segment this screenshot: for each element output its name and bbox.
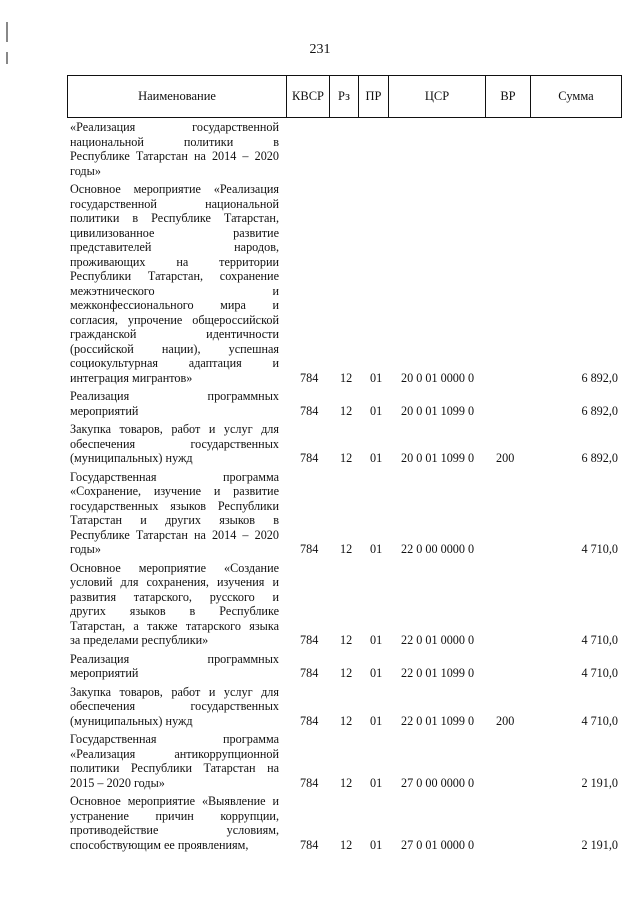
- row-name-line: обеспечения государственных: [70, 699, 279, 713]
- pr-cell: 01: [370, 542, 383, 556]
- row-name-line: государственной национальной: [70, 196, 279, 211]
- row-name: [70, 685, 279, 729]
- row-name-line: (российской нации), успешная: [70, 341, 279, 356]
- sum-cell: 4 710,0: [581, 542, 618, 556]
- row-name-line: Реализация программных: [70, 389, 279, 403]
- row-name-line: государственных языков Республики: [70, 498, 279, 513]
- csr-cell: 20 0 01 0000 0: [401, 370, 475, 385]
- rz-cell: 12: [340, 633, 353, 647]
- row-name-line: Республике Татарстан на 2014 – 2020: [70, 527, 279, 542]
- table-row: [0, 470, 640, 557]
- csr-cell: 27 0 01 0000 0: [401, 837, 475, 852]
- row-name-line: Республики Татарстан, сохранение: [70, 269, 279, 283]
- row-name-line: «Реализация государственной: [70, 120, 279, 134]
- page-number: 231: [309, 42, 331, 57]
- kvsr-cell: 784: [300, 451, 319, 465]
- pr-cell: 01: [370, 666, 383, 680]
- sum-cell: 4 710,0: [581, 713, 618, 728]
- row-name-line: проживающих на территории: [70, 254, 279, 269]
- rz-cell: 12: [340, 666, 353, 680]
- row-name: [70, 561, 279, 648]
- row-name-line: (муниципальных) нужд: [70, 451, 193, 465]
- table-row: [0, 794, 640, 852]
- row-name-line: согласия, упрочение общероссийской: [70, 312, 279, 327]
- row-name: [70, 422, 279, 466]
- row-name-line: обеспечения государственных: [70, 436, 279, 451]
- binder-mark: [6, 22, 8, 42]
- row-name-line: межконфессионального мира и: [70, 298, 279, 312]
- pr-cell: 01: [370, 403, 383, 418]
- row-name-line: социокультурная адаптация и: [70, 356, 279, 370]
- row-name-line: цивилизованное развитие: [70, 225, 279, 240]
- row-name-line: представителей народов,: [70, 240, 279, 254]
- sum-cell: 4 710,0: [581, 633, 618, 647]
- sum-cell: 6 892,0: [581, 451, 618, 465]
- rz-cell: 12: [340, 370, 353, 385]
- header-rz: Рз: [330, 76, 359, 117]
- row-name-line: противодействие условиям,: [70, 823, 279, 837]
- sum-cell: 2 191,0: [581, 837, 618, 852]
- kvsr-cell: 784: [300, 370, 319, 385]
- row-name-line: Реализация программных: [70, 651, 279, 666]
- row-name-line: политики в Республике Татарстан,: [70, 211, 279, 225]
- table-header: [67, 75, 622, 118]
- table-row: [0, 182, 640, 385]
- row-name-line: устранение причин коррупции,: [70, 808, 279, 823]
- row-name-line: мероприятий: [70, 666, 139, 680]
- row-name: [70, 652, 279, 681]
- csr-cell: 20 0 01 1099 0: [401, 451, 475, 465]
- table-row: [0, 120, 640, 178]
- table-row: [0, 389, 640, 418]
- table-row: [0, 732, 640, 790]
- row-name-line: условий для сохранения, изучения и: [70, 575, 279, 589]
- sum-cell: 6 892,0: [581, 403, 618, 418]
- table-row: [0, 422, 640, 466]
- row-name-line: национальной политики в: [70, 134, 279, 149]
- kvsr-cell: 784: [300, 837, 319, 852]
- vr-cell: 200: [496, 713, 515, 728]
- row-name-line: межэтнического и: [70, 283, 279, 298]
- row-name-line: Татарстан, а также татарского языка: [70, 618, 279, 633]
- row-name-line: гражданской идентичности: [70, 327, 279, 341]
- row-name: [70, 794, 279, 852]
- table-row: [0, 561, 640, 648]
- row-name-line: политики Республики Татарстан на: [70, 761, 279, 775]
- pr-cell: 01: [370, 775, 383, 790]
- row-name-line: (муниципальных) нужд: [70, 713, 193, 728]
- row-name-line: Основное мероприятие «Создание: [70, 560, 279, 575]
- row-name-line: Государственная программа: [70, 732, 279, 746]
- row-name-line: Татарстан и других языков в: [70, 513, 279, 527]
- row-name-line: интеграция мигрантов»: [70, 370, 193, 385]
- rz-cell: 12: [340, 837, 353, 852]
- csr-cell: 22 0 01 1099 0: [401, 713, 475, 728]
- csr-cell: 22 0 01 1099 0: [401, 666, 475, 680]
- pr-cell: 01: [370, 451, 383, 465]
- rz-cell: 12: [340, 775, 353, 790]
- sum-cell: 6 892,0: [581, 370, 618, 385]
- row-name-line: мероприятий: [70, 403, 139, 418]
- row-name-line: Республике Татарстан на 2014 – 2020: [70, 149, 279, 163]
- row-name: [70, 389, 279, 418]
- pr-cell: 01: [370, 837, 383, 852]
- kvsr-cell: 784: [300, 542, 319, 556]
- row-name-line: годы»: [70, 542, 101, 556]
- header-csr: ЦСР: [389, 76, 486, 117]
- table-row: [0, 652, 640, 681]
- row-name-line: годы»: [70, 163, 101, 178]
- row-name: [70, 732, 279, 790]
- header-vr: ВР: [486, 76, 531, 117]
- sum-cell: 4 710,0: [581, 666, 618, 680]
- pr-cell: 01: [370, 633, 383, 647]
- pr-cell: 01: [370, 713, 383, 728]
- csr-cell: 22 0 00 0000 0: [401, 542, 475, 556]
- kvsr-cell: 784: [300, 666, 319, 680]
- row-name-line: Основное мероприятие «Выявление и: [70, 794, 279, 808]
- row-name-line: способствующим ее проявлениям,: [70, 837, 249, 852]
- csr-cell: 20 0 01 1099 0: [401, 403, 475, 418]
- row-name-line: «Реализация антикоррупционной: [70, 746, 279, 761]
- rz-cell: 12: [340, 451, 353, 465]
- csr-cell: 22 0 01 0000 0: [401, 633, 475, 647]
- kvsr-cell: 784: [300, 403, 319, 418]
- row-name-line: других языков в Республике: [70, 604, 279, 618]
- rz-cell: 12: [340, 403, 353, 418]
- header-kvsr: КВСР: [287, 76, 330, 117]
- sum-cell: 2 191,0: [581, 775, 618, 790]
- rz-cell: 12: [340, 542, 353, 556]
- row-name-line: развития татарского, русского и: [70, 589, 279, 604]
- table-row: [0, 685, 640, 729]
- vr-cell: 200: [496, 451, 515, 465]
- row-name-line: за пределами республики»: [70, 633, 209, 647]
- pr-cell: 01: [370, 370, 383, 385]
- rz-cell: 12: [340, 713, 353, 728]
- kvsr-cell: 784: [300, 713, 319, 728]
- kvsr-cell: 784: [300, 775, 319, 790]
- row-name-line: Закупка товаров, работ и услуг для: [70, 684, 279, 699]
- kvsr-cell: 784: [300, 633, 319, 647]
- row-name-line: Закупка товаров, работ и услуг для: [70, 422, 279, 436]
- row-name-line: «Сохранение, изучение и развитие: [70, 484, 279, 498]
- row-name-line: Основное мероприятие «Реализация: [70, 182, 279, 196]
- csr-cell: 27 0 00 0000 0: [401, 775, 475, 790]
- row-name-line: 2015 – 2020 годы»: [70, 775, 165, 790]
- row-name: [70, 182, 279, 385]
- header-pr: ПР: [359, 76, 389, 117]
- header-name: Наименование: [68, 76, 287, 117]
- header-sum: Сумма: [558, 89, 594, 103]
- row-name: [70, 470, 279, 557]
- row-name: [70, 120, 279, 178]
- row-name-line: Государственная программа: [70, 469, 279, 484]
